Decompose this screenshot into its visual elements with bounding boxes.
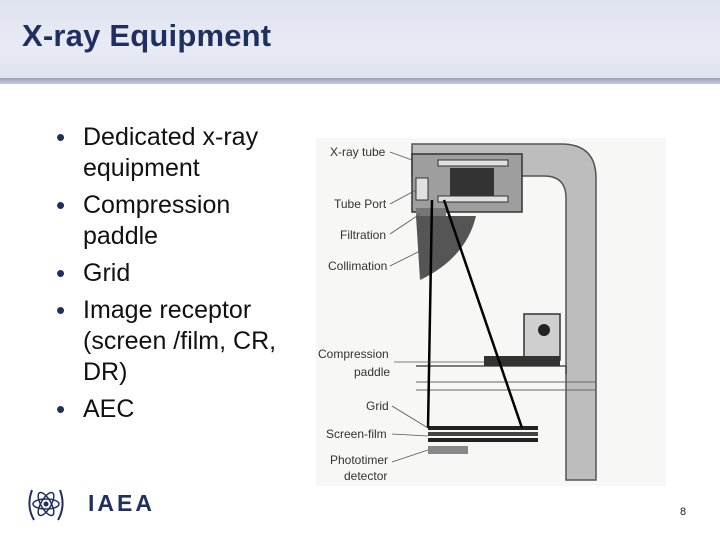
bullet-item	[56, 394, 306, 425]
label-tube-port: Tube Port	[334, 197, 387, 211]
bullet-text: Compression paddle	[83, 191, 231, 250]
label-compression: Compression	[318, 347, 389, 361]
mammography-unit-diagram	[316, 138, 666, 486]
bullet-item	[56, 295, 306, 388]
label-paddle: paddle	[354, 365, 391, 379]
bullet-text: Dedicated x-ray equipment	[83, 123, 259, 182]
label-filtration: Filtration	[340, 228, 387, 242]
tube-port-icon	[416, 178, 428, 200]
label-xray-tube: X-ray tube	[330, 145, 386, 159]
label-phototimer: Phototimer	[330, 453, 389, 467]
paddle-holder	[524, 314, 560, 360]
logo-text: IAEA	[88, 490, 155, 516]
slide-title: X-ray Equipment	[22, 18, 272, 53]
bullet-text: Image receptor (screen /film, CR, DR)	[83, 296, 277, 386]
bullet-item	[56, 258, 306, 289]
page-number: 8	[680, 506, 687, 518]
bullet-icon: •	[56, 394, 66, 424]
bullet-text: AEC	[83, 395, 135, 423]
iaea-logo	[24, 482, 164, 532]
label-screen-film: Screen-film	[326, 427, 387, 441]
bullet-text: Grid	[83, 259, 131, 287]
atom-laurel-icon	[24, 482, 68, 528]
bullet-icon: •	[56, 295, 66, 325]
compression-paddle	[484, 356, 560, 366]
bullet-icon: •	[56, 122, 66, 152]
bullet-item	[56, 190, 306, 252]
label-grid: Grid	[366, 399, 389, 413]
label-collimation: Collimation	[328, 259, 388, 273]
title-divider	[0, 78, 720, 84]
bullet-icon: •	[56, 258, 66, 288]
screen-film-icon	[428, 438, 538, 442]
bullet-icon: •	[56, 190, 66, 220]
bullet-list	[56, 122, 306, 431]
bullet-item	[56, 122, 306, 184]
x-ray-tube-icon	[450, 168, 494, 196]
label-detector: detector	[344, 469, 388, 483]
phototimer-icon	[428, 446, 468, 454]
